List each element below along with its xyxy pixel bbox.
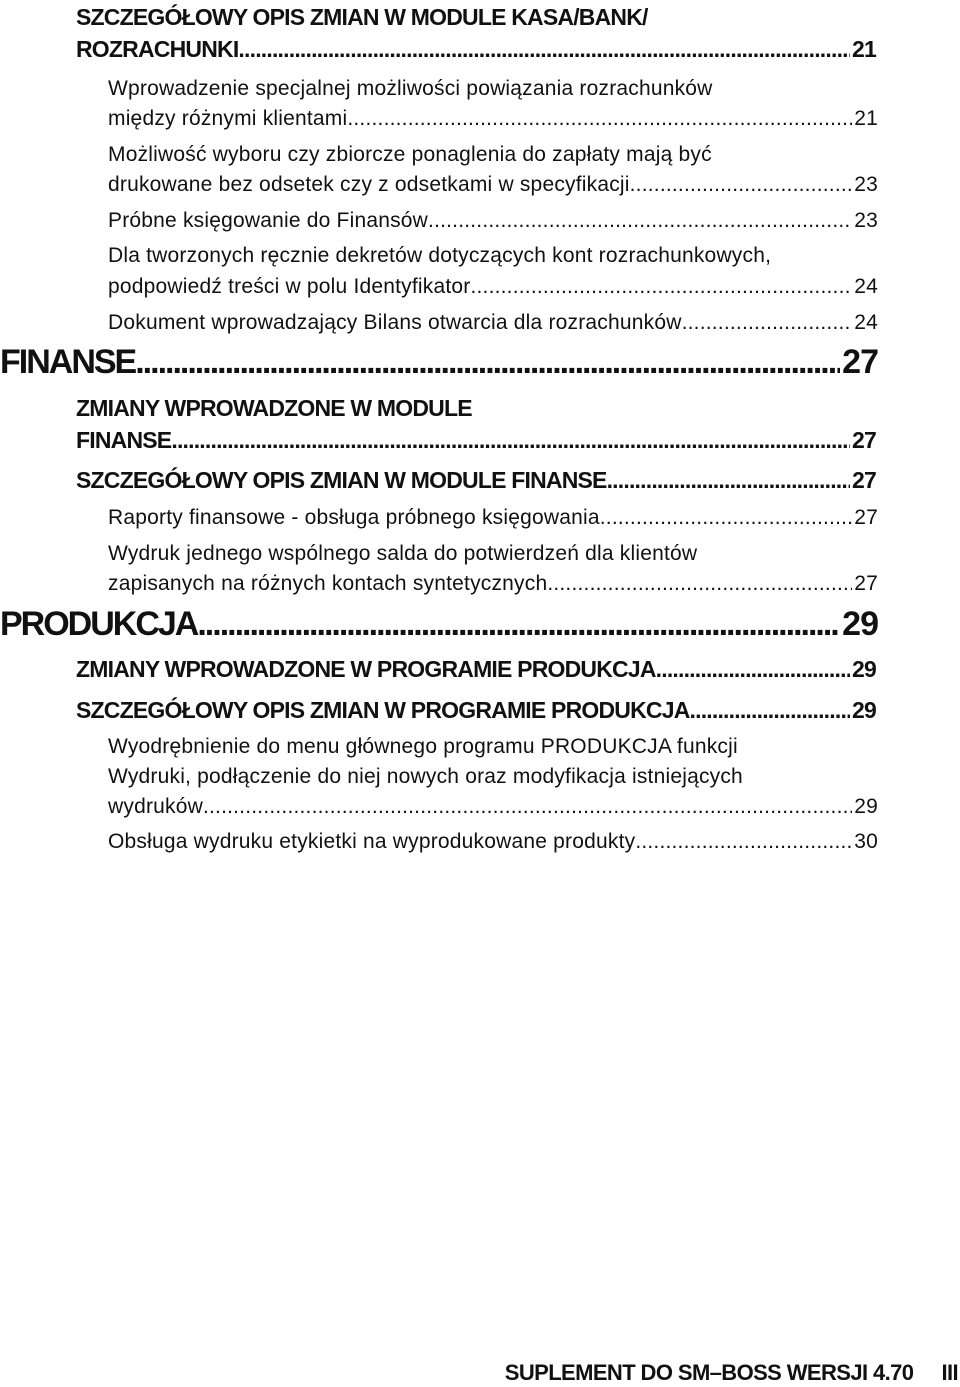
toc-item-line: Możliwość wyboru czy zbiorcze ponaglenia do zapłaty mają być [108,143,712,166]
toc-page-number: 27 [854,506,878,529]
toc-entry-text: podpowiedź treści w polu Identyfikator [108,275,471,298]
toc-entry-text: Raporty finansowe - obsługa próbnego księgowania [108,506,600,529]
toc-entry-text: SZCZEGÓŁOWY OPIS ZMIAN W PROGRAMIE PRODUKCJA [76,697,690,723]
toc-item-line: Wydruk jednego wspólnego salda do potwierdzeń dla klientów [108,542,698,565]
toc-item-kasa-4[interactable] [108,275,878,299]
dot-leader [197,605,840,644]
footer-page-number: III [941,1360,958,1385]
dot-leader [135,343,840,382]
toc-page-number: 29 [854,795,878,818]
toc-item-kasa-3[interactable] [108,209,878,233]
toc-item-finanse-2[interactable] [108,572,878,596]
toc-item-line: Wyodrębnienie do menu głównego programu PRODUKCJA funkcji [108,735,738,758]
dot-leader [171,427,850,454]
toc-entry-text: FINANSE [0,343,136,381]
toc-entry-text: ROZRACHUNKI [76,36,239,62]
toc-entry-text: PRODUKCJA [0,605,198,643]
toc-heading-line: ZMIANY WPROWADZONE W MODULE [76,395,472,421]
toc-entry-text: FINANSE [76,427,172,453]
dot-leader [635,830,852,854]
toc-page-number: 21 [854,107,878,130]
dot-leader [470,275,852,299]
toc-heading-kasa[interactable] [76,36,876,63]
toc-page-number: 23 [854,209,878,232]
toc-item-line: Wydruki, podłączenie do niej nowych oraz modyfikacja istniejących [108,765,743,788]
toc-item-kasa-1[interactable] [108,107,878,131]
dot-leader [690,697,851,724]
toc-item-kasa-2[interactable] [108,173,878,197]
toc-entry-text: zapisanych na różnych kontach syntetycznych [108,572,548,595]
toc-page-number: 29 [842,605,878,643]
footer-title: SUPLEMENT DO SM–BOSS WERSJI 4.70 [504,1360,914,1385]
toc-entry-text: SZCZEGÓŁOWY OPIS ZMIAN W MODULE FINANSE [76,467,607,493]
toc-entry-text: wydruków [108,795,203,818]
toc-entry-text: drukowane bez odsetek czy z odsetkami w specyfikacji [108,173,630,196]
toc-entry-text: Obsługa wydruku etykietki na wyprodukowane produkty [108,830,636,853]
page-footer [505,1360,960,1386]
toc-item-produkcja-1[interactable] [108,795,878,819]
toc-entry-text: ZMIANY WPROWADZONE W PROGRAMIE PRODUKCJA [76,656,656,682]
toc-heading-kasa-line1: SZCZEGÓŁOWY OPIS ZMIAN W MODULE KASA/BANK/ [76,4,648,30]
toc-page-number: 21 [852,36,876,62]
dot-leader [238,36,850,63]
toc-entry-text: między różnymi klientami [108,107,348,130]
toc-chapter-produkcja[interactable] [0,605,878,644]
toc-page-number: 29 [852,656,876,682]
toc-page-number: 27 [852,427,876,453]
toc-page-number: 27 [854,572,878,595]
toc-item-line: Dla tworzonych ręcznie dekretów dotyczących kont rozrachunkowych, [108,244,772,267]
dot-leader [682,311,853,335]
toc-heading-produkcja-opis[interactable] [76,697,876,724]
dot-leader [428,209,852,233]
toc-entry-text: Próbne księgowanie do Finansów [108,209,429,232]
toc-item-finanse-1[interactable] [108,506,878,530]
toc-chapter-finanse[interactable] [0,343,878,382]
toc-item-line: Wprowadzenie specjalnej możliwości powiązania rozrachunków [108,77,713,100]
dot-leader [547,572,852,596]
toc-page-number: 24 [854,275,878,298]
toc-item-produkcja-2[interactable] [108,830,878,854]
toc-item-kasa-5[interactable] [108,311,878,335]
dot-leader [607,467,850,494]
toc-heading-finanse-opis[interactable] [76,467,876,494]
dot-leader [347,107,852,131]
toc-page-number: 27 [852,467,876,493]
toc-heading-produkcja-zmiany[interactable] [76,656,876,683]
dot-leader [630,173,853,197]
toc-entry-text: Dokument wprowadzający Bilans otwarcia dla rozrachunków [108,311,682,334]
toc-page-number: 30 [854,830,878,853]
dot-leader [600,506,852,530]
toc-heading-finanse-zmiany[interactable] [76,427,876,454]
toc-page-number: 24 [854,311,878,334]
dot-leader [203,795,852,819]
toc-page-number: 23 [854,173,878,196]
toc-page-number: 29 [852,697,876,723]
toc-page-number: 27 [842,343,878,381]
dot-leader [656,656,850,683]
